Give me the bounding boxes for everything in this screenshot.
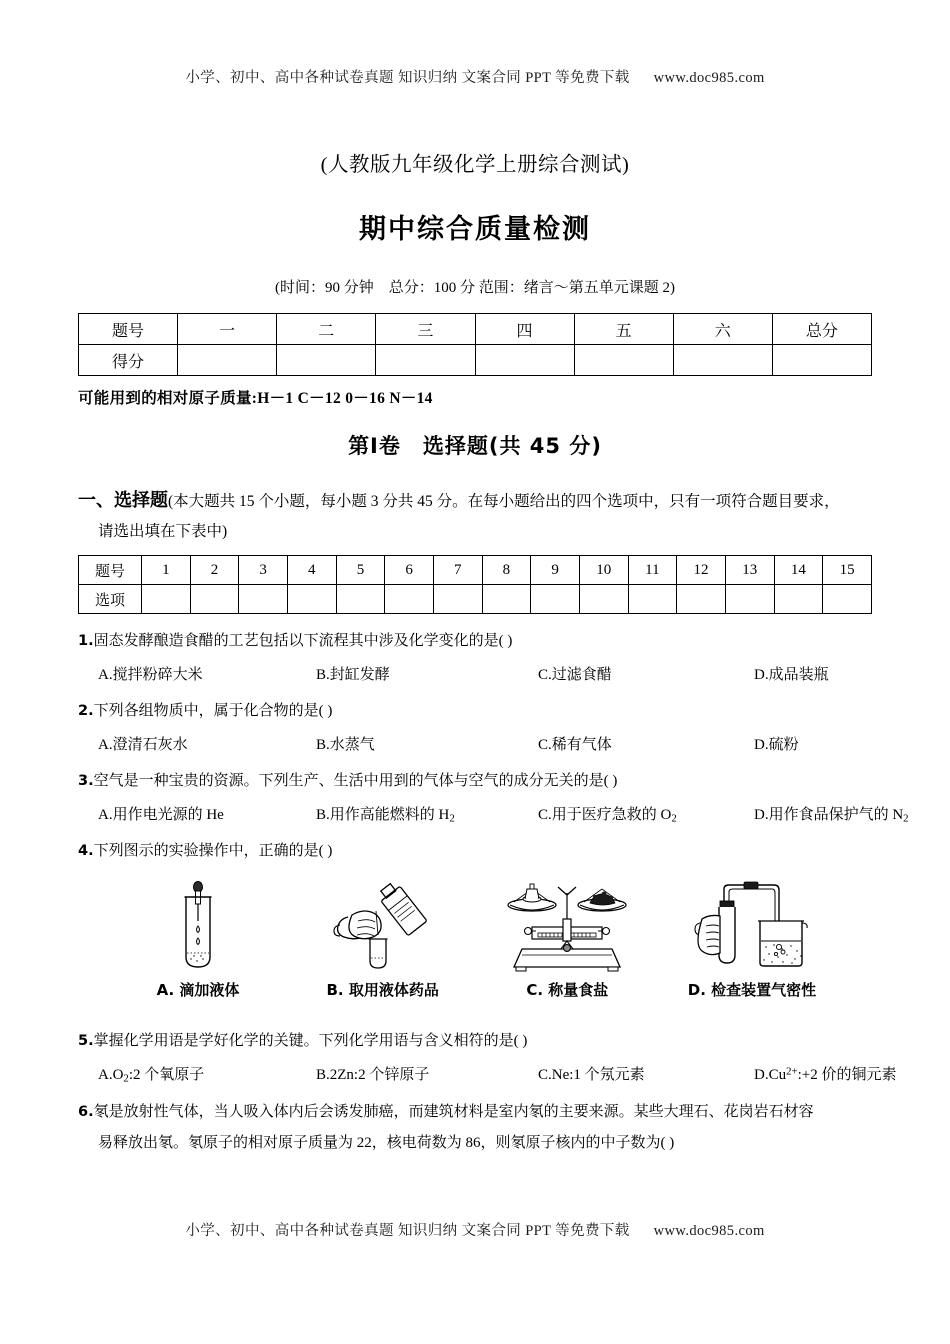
- score-table-wrapper: [78, 313, 872, 376]
- option-text: D.Cu: [754, 1067, 787, 1084]
- option-subscript: 2: [123, 1072, 129, 1085]
- figure-canvas-a: [110, 881, 286, 973]
- question-4-stem: 下列图示的实验操作中，正确的是( ): [93, 843, 333, 860]
- score-cell[interactable]: [772, 345, 871, 376]
- question-6: [78, 1099, 872, 1126]
- option-suffix: :1 个氖元素: [569, 1067, 645, 1084]
- score-cell[interactable]: [475, 345, 574, 376]
- answer-input-cell[interactable]: [433, 585, 482, 614]
- answer-table: [78, 555, 872, 614]
- question-5-number: 5.: [78, 1033, 94, 1050]
- answer-input-cell[interactable]: [482, 585, 531, 614]
- answer-number-cell: 4: [287, 556, 336, 585]
- section-one-instructions-line2: 请选出填在下表中): [98, 523, 228, 540]
- option-suffix: :+2 价的铜元素: [797, 1067, 897, 1084]
- option-text: C.Ne: [538, 1067, 570, 1084]
- question-1-option-a[interactable]: A.搅拌粉碎大米: [98, 667, 203, 683]
- paren-title: (人教版九年级化学上册综合测试): [320, 154, 630, 176]
- option-subscript: 2: [903, 812, 909, 825]
- answer-input-cell[interactable]: [774, 585, 823, 614]
- question-6-number: 6.: [78, 1103, 94, 1120]
- answer-number-cell: 2: [190, 556, 239, 585]
- section-one-heading: [78, 486, 872, 547]
- answer-input-cell[interactable]: [239, 585, 288, 614]
- question-2-option-a[interactable]: A.澄清石灰水: [98, 737, 188, 753]
- score-table-row-label: 得分: [79, 345, 178, 376]
- question-4-number: 4.: [78, 843, 94, 860]
- question-3-option-a[interactable]: [98, 803, 316, 824]
- figure-option-c[interactable]: [479, 881, 655, 1000]
- answer-input-cell[interactable]: [142, 585, 191, 614]
- watermark-text: 小学、初中、高中各种试卷真题 知识归纳 文案合同 PPT 等免费下载: [185, 70, 630, 86]
- option-text: A.O: [98, 1067, 124, 1084]
- part-one-heading: 第Ⅰ卷 选择题(共 45 分): [348, 434, 602, 458]
- answer-input-cell[interactable]: [628, 585, 677, 614]
- atomic-mass-note: 可能用到的相对原子质量:H－1 C－12 0－16 N－14: [78, 390, 433, 407]
- question-1: [78, 628, 872, 655]
- answer-input-cell[interactable]: [336, 585, 385, 614]
- answer-number-cell: 3: [239, 556, 288, 585]
- watermark-text: 小学、初中、高中各种试卷真题 知识归纳 文案合同 PPT 等免费下载: [185, 1223, 630, 1239]
- answer-number-cell: 14: [774, 556, 823, 585]
- question-2-number: 2.: [78, 703, 94, 719]
- airtightness-check-icon: [682, 881, 822, 973]
- score-table-col-4: 四: [475, 314, 574, 345]
- option-superscript: 2+: [786, 1065, 798, 1078]
- watermark-footer: [0, 1219, 950, 1240]
- question-3-option-c[interactable]: [538, 803, 754, 824]
- question-3: [78, 768, 872, 795]
- figure-a-label: A. 滴加液体: [156, 981, 240, 1000]
- answer-number-cell: 11: [628, 556, 677, 585]
- option-text: A.用作电光源的 He: [98, 807, 224, 823]
- answer-table-wrapper: [78, 555, 872, 614]
- question-2-option-d[interactable]: D.硫粉: [754, 737, 799, 753]
- question-2-option-b[interactable]: B.水蒸气: [316, 737, 375, 753]
- question-1-number: 1.: [78, 633, 94, 649]
- question-5: [78, 1028, 872, 1055]
- answer-number-cell: 13: [725, 556, 774, 585]
- question-6-stem: 氡是放射性气体，当人吸入体内后会诱发肺癌，而建筑材料是室内氡的主要来源。某些大理石、花岗岩石材容: [93, 1103, 814, 1120]
- answer-table-row-label: 题号: [79, 556, 142, 585]
- question-1-stem: 固态发酵酿造食醋的工艺包括以下流程其中涉及化学变化的是( ): [93, 633, 513, 649]
- score-table-col-6: 六: [673, 314, 772, 345]
- section-one-label: 一、选择题: [78, 490, 168, 511]
- answer-input-cell[interactable]: [579, 585, 628, 614]
- dropper-into-test-tube-icon: [161, 881, 235, 973]
- score-cell[interactable]: [178, 345, 277, 376]
- figure-b-label: B. 取用液体药品: [326, 981, 439, 1000]
- option-subscript: 2: [449, 812, 455, 825]
- question-1-option-d[interactable]: D.成品装瓶: [754, 667, 829, 683]
- answer-number-cell: 6: [385, 556, 434, 585]
- answer-number-cell: 10: [579, 556, 628, 585]
- question-5-option-c[interactable]: [538, 1063, 754, 1084]
- figure-canvas-d: [664, 881, 840, 973]
- score-table-col-5: 五: [574, 314, 673, 345]
- figure-d-label: D. 检查装置气密性: [687, 981, 817, 1000]
- watermark-url: www.doc985.com: [653, 1223, 765, 1239]
- answer-number-cell: 12: [677, 556, 726, 585]
- question-6-stem-line2: 易释放出氡。氡原子的相对原子质量为 22，核电荷数为 86，则氡原子核内的中子数为( ): [98, 1134, 675, 1151]
- option-text: D.用作食品保护气的 N: [754, 807, 904, 823]
- page-title: 期中综合质量检测: [359, 214, 591, 245]
- figure-option-a[interactable]: [110, 881, 286, 1000]
- option-text: B.用作高能燃料的 H: [316, 807, 450, 823]
- answer-input-cell[interactable]: [677, 585, 726, 614]
- question-3-number: 3.: [78, 773, 94, 789]
- hand-pouring-liquid-icon: [318, 881, 448, 973]
- score-table-col-2: 二: [277, 314, 376, 345]
- option-suffix: :2 个氧原子: [128, 1067, 205, 1084]
- answer-number-cell: 7: [433, 556, 482, 585]
- question-5-options: [98, 1063, 897, 1085]
- question-1-options: [98, 663, 872, 684]
- answer-input-cell[interactable]: [190, 585, 239, 614]
- figure-option-d[interactable]: [664, 881, 840, 1000]
- score-table-col-total: 总分: [772, 314, 871, 345]
- figure-canvas-b: [295, 881, 471, 973]
- question-5-option-d[interactable]: [754, 1063, 896, 1084]
- table-row: [79, 585, 872, 614]
- answer-number-cell: 1: [142, 556, 191, 585]
- option-text: C.用于医疗急救的 O: [538, 807, 672, 823]
- balance-scale-icon: [492, 881, 642, 973]
- answer-input-cell[interactable]: [385, 585, 434, 614]
- answer-number-cell: 5: [336, 556, 385, 585]
- question-5-option-b[interactable]: [316, 1063, 538, 1084]
- watermark-url: www.doc985.com: [653, 70, 765, 86]
- option-text: B.2Zn: [316, 1067, 354, 1084]
- score-table-col-1: 一: [178, 314, 277, 345]
- score-table-col-3: 三: [376, 314, 475, 345]
- figure-option-b[interactable]: [295, 881, 471, 1000]
- question-3-stem: 空气是一种宝贵的资源。下列生产、生活中用到的气体与空气的成分无关的是( ): [93, 773, 618, 789]
- figure-c-label: C. 称量食盐: [526, 981, 609, 1000]
- option-suffix: :2 个锌原子: [353, 1067, 430, 1084]
- question-3-option-b[interactable]: [316, 803, 538, 824]
- score-cell[interactable]: [673, 345, 772, 376]
- question-2-option-c[interactable]: C.稀有气体: [538, 737, 612, 753]
- watermark-header: [0, 0, 950, 87]
- answer-number-cell: 15: [823, 556, 872, 585]
- answer-input-cell[interactable]: [531, 585, 580, 614]
- question-1-option-c[interactable]: C.过滤食醋: [538, 667, 612, 683]
- question-2: [78, 698, 872, 725]
- question-2-stem: 下列各组物质中，属于化合物的是( ): [93, 703, 333, 719]
- question-3-option-d[interactable]: [754, 803, 909, 824]
- question-3-options: [98, 803, 909, 825]
- answer-table-row-label: 选项: [79, 585, 142, 614]
- score-table-row-label: 题号: [79, 314, 178, 345]
- question-2-options: [98, 733, 872, 754]
- answer-number-cell: 8: [482, 556, 531, 585]
- question-1-option-b[interactable]: B.封缸发酵: [316, 667, 390, 683]
- question-5-stem: 掌握化学用语是学好化学的关键。下列化学用语与含义相符的是( ): [93, 1033, 528, 1050]
- answer-input-cell[interactable]: [287, 585, 336, 614]
- question-4: [78, 838, 872, 865]
- answer-number-cell: 9: [531, 556, 580, 585]
- exam-subtitle: (时间：90 分钟 总分：100 分 范围：绪言～第五单元课题 2): [275, 280, 675, 296]
- question-5-option-a[interactable]: [98, 1063, 316, 1084]
- table-row: [79, 314, 872, 345]
- score-table: [78, 313, 872, 376]
- question-4-figures: [110, 881, 840, 1000]
- table-row: [79, 556, 872, 585]
- section-one-instructions: (本大题共 15 个小题，每小题 3 分共 45 分。在每小题给出的四个选项中，只有一项符合题目要求，: [168, 493, 840, 510]
- answer-input-cell[interactable]: [823, 585, 872, 614]
- answer-input-cell[interactable]: [725, 585, 774, 614]
- score-cell[interactable]: [277, 345, 376, 376]
- score-cell[interactable]: [574, 345, 673, 376]
- figure-canvas-c: [479, 881, 655, 973]
- score-cell[interactable]: [376, 345, 475, 376]
- option-subscript: 2: [671, 812, 677, 825]
- table-row: [79, 345, 872, 376]
